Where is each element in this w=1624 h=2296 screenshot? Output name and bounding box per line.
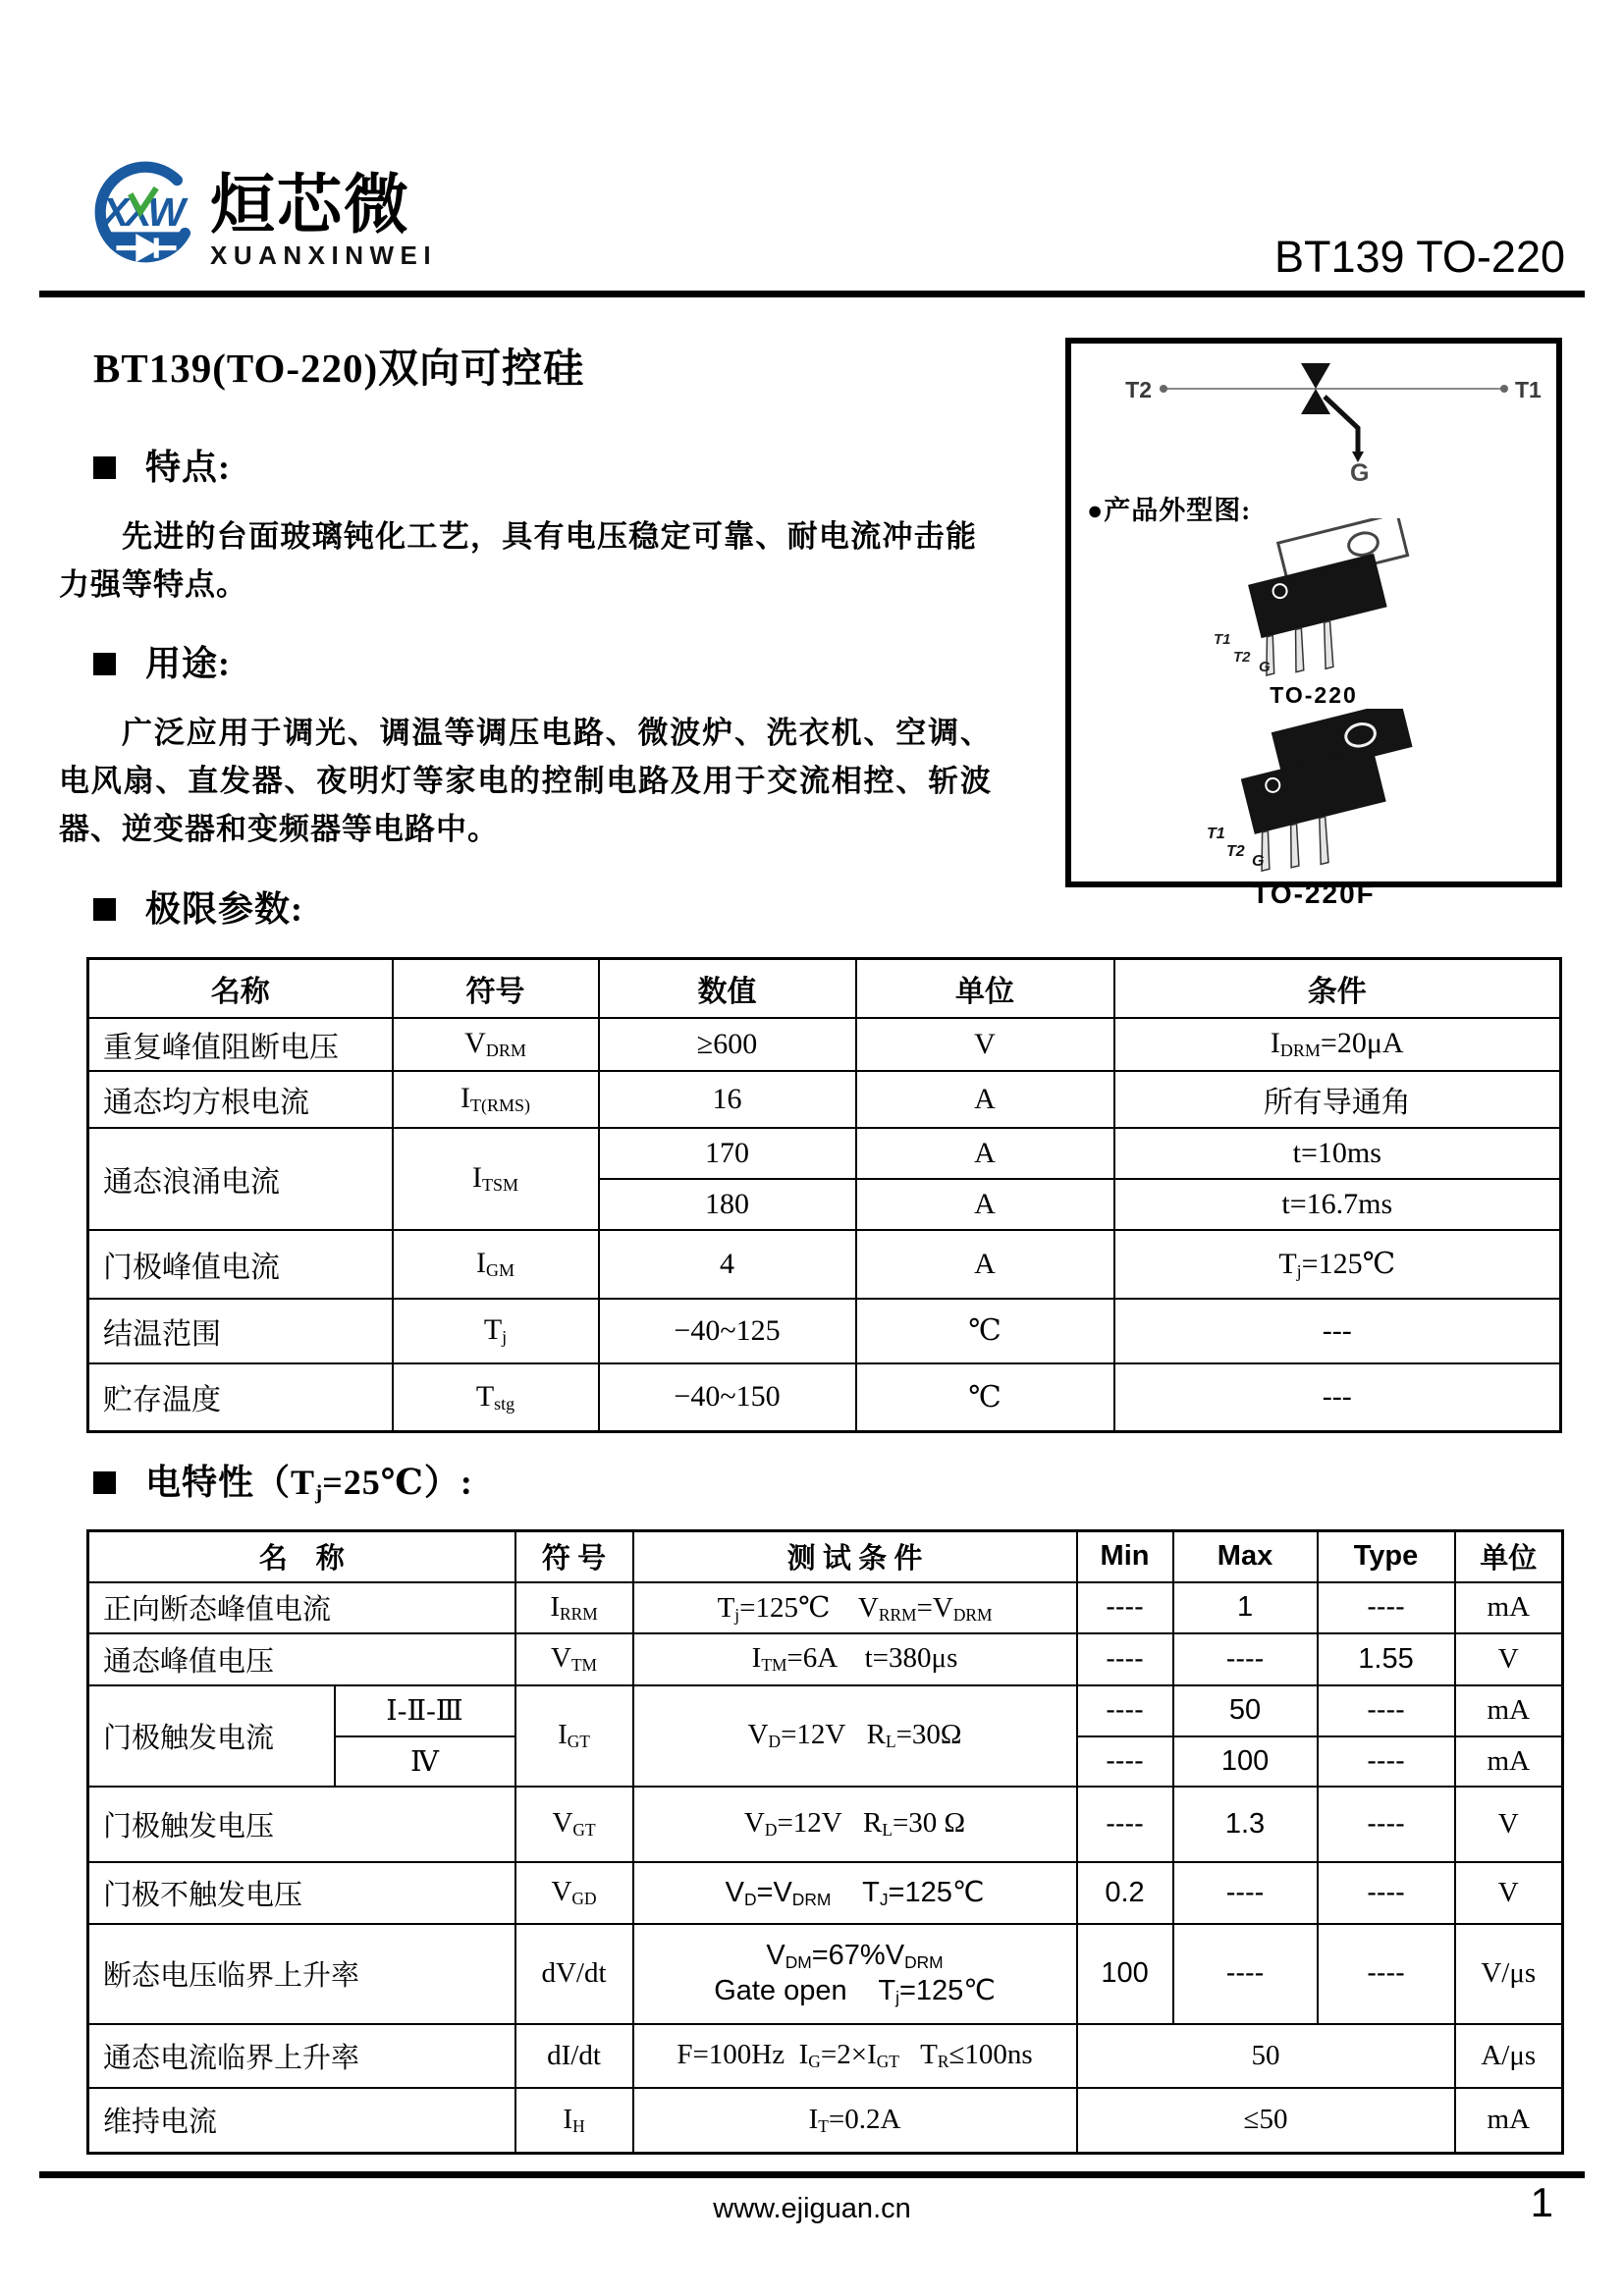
col-header: Max (1173, 1531, 1318, 1582)
cell-name: 通态峰值电压 (88, 1633, 515, 1685)
cell-name: 正向断态峰值电流 (88, 1582, 515, 1633)
applications-heading (93, 636, 231, 686)
table-row (88, 1363, 1561, 1432)
brand-name (210, 157, 437, 271)
cell-value: ≥600 (599, 1018, 856, 1071)
part-number-header: BT139 TO-220 (1273, 232, 1565, 282)
table-row (88, 1128, 1561, 1179)
cell-max: ---- (1173, 1924, 1318, 2024)
electrical-heading-label: 电特性$(T_j=25℃)$: (145, 1463, 473, 1504)
cell-name: 重复峰值阻断电压 (88, 1018, 393, 1071)
cell-symbol: $V_{GT}$ (515, 1787, 633, 1862)
cell-unit: A (856, 1128, 1114, 1179)
cell-name: 门极触发电流 (88, 1685, 335, 1787)
ratings-table (86, 957, 1562, 1433)
features-body: 先进的台面玻璃钝化工艺，具有电压稳定可靠、耐电流冲击能力强等特点。 (59, 519, 977, 602)
cell-condition: 所有导通角 (1114, 1071, 1561, 1128)
to-220f-package-figure (1071, 709, 1556, 910)
features-heading (93, 440, 231, 490)
cell-condition: --- (1114, 1363, 1561, 1432)
cell-unit: mA (1455, 1736, 1563, 1787)
cell-type: ---- (1318, 1582, 1455, 1633)
cell-symbol: $V_{TM}$ (515, 1633, 633, 1685)
cell-symbol: dV/dt (515, 1924, 633, 2024)
condition-line-1: $V_{DM}=67\%V_{DRM}$ (766, 1939, 944, 1972)
cell-type: ---- (1318, 1685, 1455, 1736)
cell-unit: V (1455, 1633, 1563, 1685)
cell-condition: $I_{DRM}=20\mu A$ (1114, 1018, 1561, 1071)
cell-merged-value: 50 (1077, 2024, 1455, 2088)
cell-value: 4 (599, 1230, 856, 1299)
footer-rule (39, 2171, 1585, 2178)
section-bullet-icon (93, 456, 116, 479)
cell-type: ---- (1318, 1924, 1455, 2024)
cell-condition: --- (1114, 1299, 1561, 1363)
cell-name: 维持电流 (88, 2088, 515, 2154)
cell-condition: $V_D=12V$ $R_L=30\Omega$ (633, 1685, 1077, 1787)
cell-name: 门极峰值电流 (88, 1230, 393, 1299)
section-bullet-icon (93, 653, 116, 675)
cell-condition: $V_D=V_{DRM}$ $T_J=125℃$ (633, 1862, 1077, 1924)
cell-symbol: $T_j$ (393, 1299, 599, 1363)
header-rule (39, 291, 1585, 297)
cell-unit: A (856, 1230, 1114, 1299)
cell-name: 贮存温度 (88, 1363, 393, 1432)
cell-name: 结温范围 (88, 1299, 393, 1363)
cell-quadrant: Ⅳ (335, 1736, 515, 1787)
cell-unit: ℃ (856, 1363, 1114, 1432)
col-header: 单位 (856, 959, 1114, 1018)
cell-condition: t=16.7ms (1114, 1179, 1561, 1230)
brand-name-cn: 烜芯微 (210, 168, 410, 240)
table-row (88, 1071, 1561, 1128)
cell-name: 通态电流临界上升率 (88, 2024, 515, 2088)
cell-value: 170 (599, 1128, 856, 1179)
to220f-pin2-label: T2 (1226, 843, 1245, 860)
cell-condition: $T_j=125℃$ (1114, 1230, 1561, 1299)
table-header-row (88, 959, 1561, 1018)
features-heading-label: 特点: (145, 448, 231, 487)
cell-min: 100 (1077, 1924, 1173, 2024)
condition-line-2: Gate open $T_j=125℃$ (714, 1974, 996, 2007)
col-header: 单位 (1455, 1531, 1563, 1582)
cell-quadrant: Ⅰ-Ⅱ-Ⅲ (335, 1685, 515, 1736)
cell-min: ---- (1077, 1787, 1173, 1862)
table-row (88, 2088, 1563, 2154)
cell-value: −40~125 (599, 1299, 856, 1363)
col-header: 名 称 (88, 1531, 515, 1582)
to220-pin3-label: G (1259, 659, 1271, 675)
to-220-package-figure (1071, 518, 1556, 709)
col-header: Type (1318, 1531, 1455, 1582)
cell-max: 1.3 (1173, 1787, 1318, 1862)
cell-condition: F=100Hz $I_G=2\times I_{GT}$ $T_R\le 100ns$ (633, 2024, 1077, 2088)
cell-max: 100 (1173, 1736, 1318, 1787)
cell-value: 180 (599, 1179, 856, 1230)
outline-caption: ●产品外型图: (1087, 496, 1252, 525)
cell-name: 通态浪涌电流 (88, 1128, 393, 1230)
to220f-pin3-label: G (1252, 853, 1265, 870)
cell-min: ---- (1077, 1582, 1173, 1633)
cell-name: 断态电压临界上升率 (88, 1924, 515, 2024)
cell-symbol: $I_{GM}$ (393, 1230, 599, 1299)
cell-min: ---- (1077, 1633, 1173, 1685)
cell-min: ---- (1077, 1685, 1173, 1736)
table-row (88, 1230, 1561, 1299)
svg-text:XXW: XXW (102, 189, 182, 236)
cell-merged-value: ≤50 (1077, 2088, 1455, 2154)
section-bullet-icon (93, 898, 116, 921)
col-header: 符号 (393, 959, 599, 1018)
brand-name-en: XUANXINWEI (210, 240, 438, 271)
cell-max: ---- (1173, 1633, 1318, 1685)
cell-max: 50 (1173, 1685, 1318, 1736)
cell-min: 0.2 (1077, 1862, 1173, 1924)
to-220f-label: TO-220F (1252, 879, 1376, 909)
to-220f-package-image (1162, 709, 1466, 874)
table-row (88, 1582, 1563, 1633)
cell-symbol: dI/dt (515, 2024, 633, 2088)
table-row (88, 2024, 1563, 2088)
to-220-package-image (1166, 518, 1461, 677)
to-220-label: TO-220 (1270, 682, 1358, 708)
ratings-heading (93, 881, 303, 932)
table-row (88, 1633, 1563, 1685)
col-header: 数值 (599, 959, 856, 1018)
cell-condition: $T_j=125℃$ $V_{RRM}=V_{DRM}$ (633, 1582, 1077, 1633)
cell-symbol: $V_{DRM}$ (393, 1018, 599, 1071)
cell-symbol: $I_{T(RMS)}$ (393, 1071, 599, 1128)
cell-unit: V/μs (1455, 1924, 1563, 2024)
cell-symbol: $T_{stg}$ (393, 1363, 599, 1432)
cell-unit: A (856, 1071, 1114, 1128)
applications-body: 广泛应用于调光、调温等调压电路、微波炉、洗衣机、空调、电风扇、直发器、夜明灯等家电的控制电路及用于交流相控、斩波器、逆变器和变频器等电路中。 (59, 716, 992, 846)
table-row (88, 1787, 1563, 1862)
cell-value: 16 (599, 1071, 856, 1128)
table-row (88, 1018, 1561, 1071)
triac-schematic (1071, 344, 1556, 481)
cell-type: ---- (1318, 1787, 1455, 1862)
cell-unit: mA (1455, 1582, 1563, 1633)
cell-type: ---- (1318, 1862, 1455, 1924)
product-outline-box (1065, 338, 1562, 909)
cell-min: ---- (1077, 1736, 1173, 1787)
page-number: 1 (1530, 2179, 1553, 2225)
table-row (88, 1862, 1563, 1924)
cell-symbol: $I_{TSM}$ (393, 1128, 599, 1230)
schematic-t1-label: T1 (1515, 377, 1542, 402)
page-title: BT139(TO-220)双向可控硅 (93, 346, 585, 391)
cell-condition: t=10ms (1114, 1128, 1561, 1179)
col-header: 测 试 条 件 (633, 1531, 1077, 1582)
col-header: Min (1077, 1531, 1173, 1582)
ratings-heading-label: 极限参数: (145, 889, 303, 929)
table-row (88, 1299, 1561, 1363)
cell-unit: A/μs (1455, 2024, 1563, 2088)
cell-value: −40~150 (599, 1363, 856, 1432)
cell-max: ---- (1173, 1862, 1318, 1924)
cell-unit: V (1455, 1862, 1563, 1924)
cell-name: 门极不触发电压 (88, 1862, 515, 1924)
brand-logo-icon (90, 157, 200, 271)
cell-unit: ℃ (856, 1299, 1114, 1363)
cell-unit: mA (1455, 2088, 1563, 2154)
cell-unit: V (1455, 1787, 1563, 1862)
cell-condition: $V_D=12V$ $R_L=30$ Ω (633, 1787, 1077, 1862)
cell-symbol: $I_H$ (515, 2088, 633, 2154)
cell-condition: $I_T=0.2A$ (633, 2088, 1077, 2154)
cell-condition: $I_{TM}=6A$ t=380μs (633, 1633, 1077, 1685)
cell-symbol: $V_{GD}$ (515, 1862, 633, 1924)
brand-logo (90, 157, 437, 271)
cell-type: 1.55 (1318, 1633, 1455, 1685)
to220-pin1-label: T1 (1214, 631, 1231, 648)
electrical-heading (93, 1455, 473, 1505)
to220f-pin1-label: T1 (1207, 826, 1225, 842)
col-header: 名称 (88, 959, 393, 1018)
table-header-row (88, 1531, 1563, 1582)
cell-unit: mA (1455, 1685, 1563, 1736)
cell-unit: V (856, 1018, 1114, 1071)
cell-max: 1 (1173, 1582, 1318, 1633)
cell-unit: A (856, 1179, 1114, 1230)
applications-heading-label: 用途: (145, 644, 231, 683)
section-bullet-icon (93, 1471, 116, 1494)
footer-website-link[interactable]: www.ejiguan.cn (713, 2193, 911, 2224)
cell-name: 通态均方根电流 (88, 1071, 393, 1128)
table-row (88, 1924, 1563, 2024)
cell-condition (633, 1924, 1077, 2024)
cell-symbol: $I_{RRM}$ (515, 1582, 633, 1633)
electrical-table (86, 1529, 1564, 2155)
col-header: 符 号 (515, 1531, 633, 1582)
cell-symbol: $I_{GT}$ (515, 1685, 633, 1787)
cell-name: 门极触发电压 (88, 1787, 515, 1862)
col-header: 条件 (1114, 959, 1561, 1018)
schematic-t2-label: T2 (1125, 377, 1152, 402)
cell-type: ---- (1318, 1736, 1455, 1787)
to220-pin2-label: T2 (1233, 649, 1251, 666)
schematic-g-label: G (1350, 459, 1370, 481)
table-row (88, 1685, 1563, 1736)
